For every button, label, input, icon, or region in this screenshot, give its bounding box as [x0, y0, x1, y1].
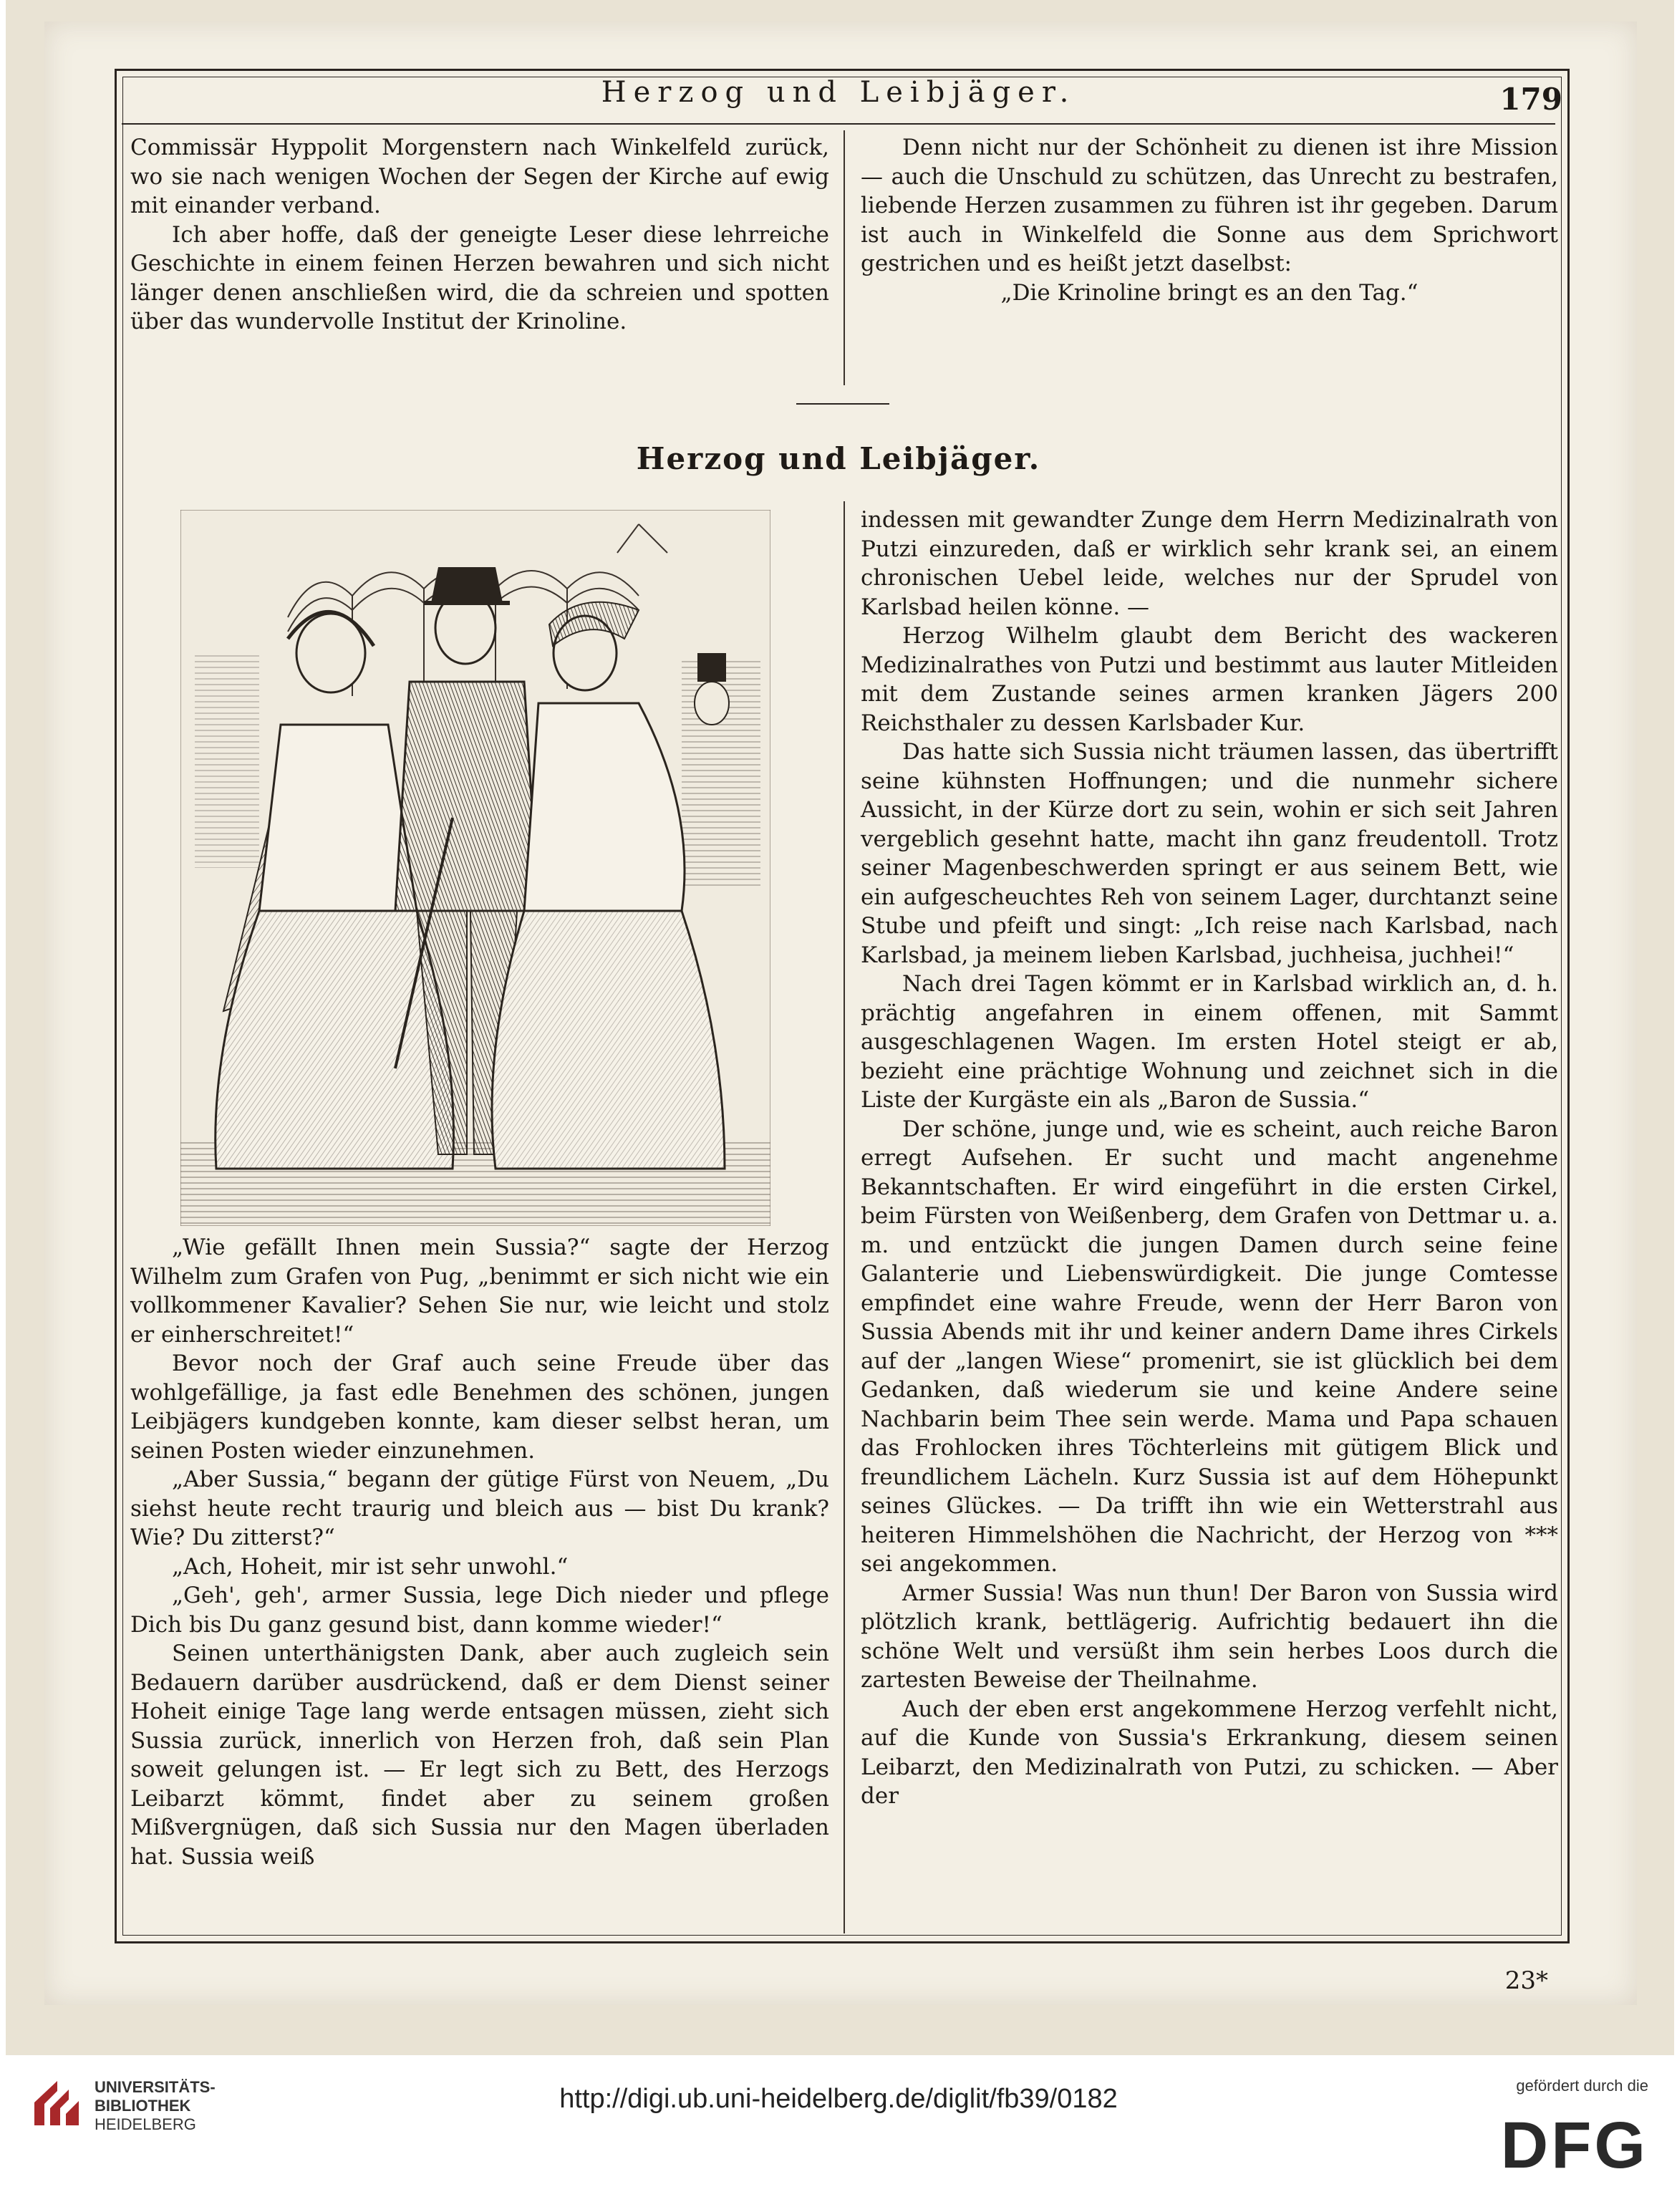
library-line: HEIDELBERG — [95, 2115, 196, 2133]
engraving-illustration — [180, 510, 770, 1226]
paragraph: indessen mit gewandter Zunge dem Herrn Medizinalrath von Putzi einzureden, daß er wirklich sehr krank sei, an einem chronischen Uebel leide, welches nur der Sprudel von Karlsbad heilen könne. — — [861, 507, 1558, 620]
page-number: 179 — [1499, 82, 1562, 117]
signature-mark: 23* — [1504, 1966, 1548, 1995]
paragraph: „Aber Sussia,“ begann der gütige Fürst von Neuem, „Du siehst heute recht traurig und bleich aus — bist Du krank? Wie? Du zitterst?“ — [130, 1467, 829, 1550]
bottom-column-rule — [844, 501, 845, 1933]
paragraph: „Geh', geh', armer Sussia, lege Dich nieder und pflege Dich bis Du ganz gesund bist, dann komme wieder!“ — [130, 1583, 829, 1638]
paragraph: Der schöne, junge und, wie es scheint, auch reiche Baron erregt Aufsehen. Er sucht und macht angenehme Bekanntschaften. Er wird eingeführt in die ersten Cirkel, beim Fürsten von Weißenberg, dem Grafen von Dettmar u. a. m. und entzückt die jungen Damen durch seine feine Galanterie und Liebenswürdigkeit. Die junge Comtesse empfindet eine wahre Freude, wenn der Herr Baron von Sussia Abends mit ihr und keiner andern Dame ihres Cirkels auf der „langen Wiese“ promenirt, sie ist glücklich bei dem Gedanken, daß wiederum sie und keine Andere seine Nachbarin beim Thee sein werde. Mama und Papa schauen das Frohlocken ihres Töchterleins mit gütigem Blick und freundlichem Lächeln. Kurz Sussia ist auf dem Höhepunkt seines Glückes. — Da trifft ihn wie ein Wetterstrahl aus heiteren Himmelshöhen die Nachricht, der Herzog von *** sei angekommen. — [861, 1116, 1558, 1577]
running-title: Herzog und Leibjäger. — [601, 76, 1076, 109]
top-right-text — [861, 133, 1558, 307]
paragraph: Das hatte sich Sussia nicht träumen lassen, das übertrifft seine kühnsten Hoffnungen; und die nunmehr sichere Aussicht, in der Kürze dort zu sein, wohin er sich seit Jahren vergeblich gesehnt hatte, macht ihn ganz freudentoll. Trotz seiner Magenbeschwerden springt er aus seinem Bett, wie ein aufgescheuchtes Reh von seinem Lager, durchtanzt seine Stube und pfeift und singt: „Ich reise nach Karlsbad, nach Karlsbad, ja meinem lieben Karlsbad, juchheisa, juchhei!“ — [861, 739, 1558, 968]
separator-rule — [796, 403, 889, 405]
paragraph: Denn nicht nur der Schönheit zu dienen ist ihre Mission — auch die Unschuld zu schützen, das Unrecht zu bestrafen, liebende Herzen zusammen zu führen ist ihr gegeben. Darum ist auch in Winkelfeld die Sonne aus dem Sprichwort gestrichen und es heißt jetzt daselbst: — [861, 135, 1558, 276]
library-line: UNIVERSITÄTS- — [95, 2078, 216, 2096]
left-column-text — [130, 1233, 829, 1871]
paragraph: Herzog Wilhelm glaubt dem Bericht des wackeren Medizinalrathes von Putzi und bestimmt aus lauter Mitleiden mit dem Zustande seines armen kranken Jägers 200 Reichsthaler zu dessen Karlsbader Kur. — [861, 623, 1558, 736]
engraving-svg — [180, 510, 770, 1226]
header-rule — [122, 123, 1555, 125]
paragraph: Nach drei Tagen kömmt er in Karlsbad wirklich an, d. h. prächtig angefahren in einem offenen, mit Sammt ausgeschlagenen Wagen. Im ersten Hotel steigt er ab, bezieht eine prächtige Wohnung und zeichnet sich in die Liste der Kurgäste ein als „Baron de Sussia.“ — [861, 971, 1558, 1113]
paragraph: Bevor noch der Graf auch seine Freude über das wohlgefällige, ja fast edle Benehmen des schönen, jungen Leibjägers kundgeben konnte, kam dieser selbst heran, um seinen Posten wieder einzunehmen. — [130, 1351, 829, 1464]
paragraph: „Wie gefällt Ihnen mein Sussia?“ sagte der Herzog Wilhelm zum Grafen von Pug, „benimmt er sich nicht wie ein vollkommener Kavalier? Sehen Sie nur, wie leicht und stolz er einherschreitet!“ — [130, 1235, 829, 1348]
top-left-text — [130, 133, 829, 337]
paragraph: Armer Sussia! Was nun thun! Der Baron von Sussia wird plötzlich krank, bettlägerig. Aufrichtig bedauert ihn die schöne Welt und versüßt ihm sein herbes Loos durch die zartesten Beweise der Theilnahme. — [861, 1580, 1558, 1693]
motto: „Die Krinoline bringt es an den Tag.“ — [1000, 279, 1419, 306]
paragraph: Seinen unterthänigsten Dank, aber auch zugleich sein Bedauern darüber ausdrückend, daß er dem Dienst seiner Hoheit einige Tage lang werde entsagen müssen, zieht sich Sussia zurück, innerlich von Herzen froh, daß sein Plan soweit gelungen ist. — Er legt sich zu Bett, des Herzogs Leibarzt kömmt, findet aber zu seinem großen Mißvergnügen, daß sich Sussia nur den Magen überladen hat. Sussia weiß — [130, 1641, 829, 1870]
library-line: BIBLIOTHEK — [95, 2097, 191, 2115]
paragraph: „Ach, Hoheit, mir ist sehr unwohl.“ — [172, 1553, 569, 1580]
paragraph: Auch der eben erst angekommene Herzog verfehlt nicht, auf die Kunde von Sussia's Erkrankung, diesem seinen Leibarzt, den Medizinalrath von Putzi, zu schicken. — Aber der — [861, 1696, 1558, 1809]
footer-bar — [0, 2055, 1677, 2212]
permalink-url[interactable]: http://digi.ub.uni-heidelberg.de/diglit/fb39/0182 — [559, 2084, 1118, 2114]
right-column-text — [861, 506, 1558, 1811]
top-column-rule — [844, 130, 845, 385]
background-figure — [695, 653, 729, 725]
funded-by-label: gefördert durch die — [1516, 2077, 1648, 2095]
dfg-logo[interactable]: DFG — [1500, 2109, 1648, 2182]
paragraph: Commissär Hyppolit Morgenstern nach Winkelfeld zurück, wo sie nach wenigen Wochen der Segen der Kirche auf ewig mit einander verband. — [130, 135, 829, 218]
section-title: Herzog und Leibjäger. — [636, 441, 1041, 476]
paragraph: Ich aber hoffe, daß der geneigte Leser diese lehrreiche Geschichte in einem feinen Herzen bewahren und sich nicht länger denen anschließen wird, die da schreien und spotten über das wundervolle Institut der Krinoline. — [130, 221, 829, 334]
